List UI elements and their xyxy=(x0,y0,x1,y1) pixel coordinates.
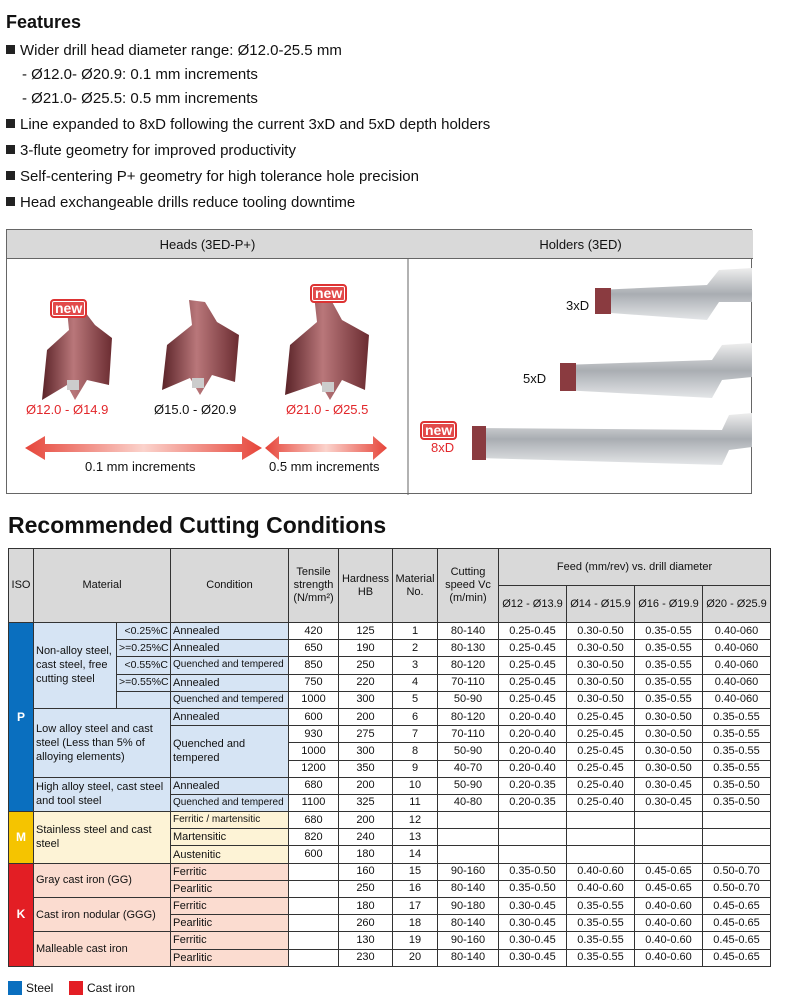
feed-d4: 0.45-0.65 xyxy=(703,949,771,966)
hardness: 260 xyxy=(339,915,393,932)
increment-label: 0.5 mm increments xyxy=(269,459,380,474)
material-no: 1 xyxy=(393,623,438,640)
material-no: 7 xyxy=(393,726,438,743)
feed-d4: 0.35-0.55 xyxy=(703,726,771,743)
features-heading: Features xyxy=(6,12,82,32)
condition: Austenitic xyxy=(171,846,289,863)
feature-item xyxy=(6,194,355,211)
feed-d3: 0.40-0.60 xyxy=(635,932,703,949)
feature-text: Line expanded to 8xD following the current 3xD and 5xD depth holders xyxy=(20,116,491,133)
condition: Pearlitic xyxy=(171,949,289,966)
material-no: 6 xyxy=(393,708,438,725)
header-diameter: Ø20 - Ø25.9 xyxy=(703,586,771,623)
hardness: 350 xyxy=(339,760,393,777)
table-row xyxy=(9,898,771,915)
hardness: 160 xyxy=(339,863,393,880)
hardness: 190 xyxy=(339,640,393,657)
material-name: Cast iron nodular (GGG) xyxy=(34,898,171,932)
hardness: 230 xyxy=(339,949,393,966)
holder-8xd-image xyxy=(472,413,752,465)
feed-d2: 0.30-0.50 xyxy=(567,623,635,640)
material-no: 4 xyxy=(393,674,438,691)
feature-item xyxy=(6,142,296,159)
tensile: 850 xyxy=(289,657,339,674)
hardness: 200 xyxy=(339,708,393,725)
cutting-speed: 70-110 xyxy=(438,674,499,691)
feed-d1: 0.30-0.45 xyxy=(499,932,567,949)
feed-d2: 0.25-0.40 xyxy=(567,777,635,794)
hardness: 250 xyxy=(339,657,393,674)
new-badge: new xyxy=(420,421,457,440)
feed-d4: 0.40-060 xyxy=(703,674,771,691)
feed-d3: 0.30-0.45 xyxy=(635,777,703,794)
material-no: 13 xyxy=(393,829,438,846)
holder-label: 3xD xyxy=(566,298,590,313)
hardness: 300 xyxy=(339,743,393,760)
hardness: 180 xyxy=(339,898,393,915)
new-badge: new xyxy=(50,299,87,318)
feed-d3: 0.40-0.60 xyxy=(635,915,703,932)
table-row xyxy=(9,691,771,708)
hardness: 250 xyxy=(339,880,393,897)
material-name: High alloy steel, cast steel and tool steel xyxy=(34,777,171,811)
cutting-speed xyxy=(438,829,499,846)
feed-d4 xyxy=(703,829,771,846)
feed-d4: 0.40-060 xyxy=(703,691,771,708)
feed-d4: 0.40-060 xyxy=(703,623,771,640)
table-row xyxy=(9,657,771,674)
material-name: Non-alloy steel, cast steel, free cutting steel xyxy=(34,623,117,709)
feed-d4: 0.50-0.70 xyxy=(703,863,771,880)
holder-3xd-image xyxy=(595,268,752,320)
feed-d2: 0.25-0.40 xyxy=(567,794,635,811)
cast-iron-swatch xyxy=(69,981,83,995)
header-diameter: Ø16 - Ø19.9 xyxy=(635,586,703,623)
cutting-speed: 90-160 xyxy=(438,863,499,880)
tensile xyxy=(289,863,339,880)
feed-d1: 0.25-0.45 xyxy=(499,691,567,708)
drill-head-image xyxy=(285,295,369,400)
feed-d1: 0.30-0.45 xyxy=(499,915,567,932)
cutting-speed: 80-140 xyxy=(438,880,499,897)
feed-d3: 0.35-0.55 xyxy=(635,640,703,657)
feed-d1: 0.20-0.35 xyxy=(499,777,567,794)
tensile: 820 xyxy=(289,829,339,846)
feed-d4: 0.35-0.50 xyxy=(703,777,771,794)
header-material: Material xyxy=(34,549,171,623)
carbon-content: >=0.25%C xyxy=(117,640,171,657)
legend-label: Cast iron xyxy=(87,981,136,995)
feature-item xyxy=(6,116,490,133)
table-row xyxy=(9,863,771,880)
bullet-icon xyxy=(6,171,15,180)
condition: Annealed xyxy=(171,708,289,725)
tensile: 930 xyxy=(289,726,339,743)
feed-d1: 0.35-0.50 xyxy=(499,880,567,897)
material-no: 5 xyxy=(393,691,438,708)
feed-d2 xyxy=(567,846,635,863)
material-name: Low alloy steel and cast steel (Less than 5% of alloying elements) xyxy=(34,708,171,777)
feed-d1: 0.30-0.45 xyxy=(499,949,567,966)
drill-head-image xyxy=(42,308,112,400)
table-row xyxy=(9,777,771,794)
condition: Quenched and tempered xyxy=(171,691,289,708)
condition: Pearlitic xyxy=(171,880,289,897)
feed-d3: 0.30-0.50 xyxy=(635,708,703,725)
feed-d1: 0.30-0.45 xyxy=(499,898,567,915)
cutting-speed: 50-90 xyxy=(438,777,499,794)
material-no: 2 xyxy=(393,640,438,657)
material-no: 8 xyxy=(393,743,438,760)
carbon-content: <0.55%C xyxy=(117,657,171,674)
feed-d2: 0.25-0.45 xyxy=(567,708,635,725)
feed-d4: 0.35-0.55 xyxy=(703,708,771,725)
cutting-speed: 50-90 xyxy=(438,743,499,760)
cutting-speed xyxy=(438,846,499,863)
legend-steel xyxy=(8,981,53,995)
feed-d1: 0.25-0.45 xyxy=(499,623,567,640)
condition: Ferritic xyxy=(171,863,289,880)
material-no: 9 xyxy=(393,760,438,777)
feed-d2: 0.30-0.50 xyxy=(567,640,635,657)
material-no: 3 xyxy=(393,657,438,674)
condition: Quenched and tempered xyxy=(171,657,289,674)
iso-group-P: P xyxy=(9,623,34,812)
feed-d2: 0.35-0.55 xyxy=(567,949,635,966)
feed-d1: 0.25-0.45 xyxy=(499,640,567,657)
holder-label: 5xD xyxy=(523,371,547,386)
condition: Annealed xyxy=(171,623,289,640)
feed-d2: 0.40-0.60 xyxy=(567,863,635,880)
bullet-icon xyxy=(6,197,15,206)
condition: Annealed xyxy=(171,777,289,794)
material-no: 15 xyxy=(393,863,438,880)
feature-subitem: - Ø21.0- Ø25.5: 0.5 mm increments xyxy=(22,90,258,107)
condition: Quenched and tempered xyxy=(171,794,289,811)
table-row xyxy=(9,932,771,949)
hardness: 275 xyxy=(339,726,393,743)
tensile: 1200 xyxy=(289,760,339,777)
carbon-content xyxy=(117,691,171,708)
hardness: 125 xyxy=(339,623,393,640)
material-no: 12 xyxy=(393,812,438,829)
condition: Pearlitic xyxy=(171,915,289,932)
bullet-icon xyxy=(6,119,15,128)
carbon-content: >=0.55%C xyxy=(117,674,171,691)
tensile xyxy=(289,932,339,949)
cutting-conditions-title: Recommended Cutting Conditions xyxy=(8,512,387,538)
bullet-icon xyxy=(6,145,15,154)
feed-d1: 0.20-0.40 xyxy=(499,708,567,725)
tensile: 420 xyxy=(289,623,339,640)
hardness: 300 xyxy=(339,691,393,708)
material-name: Stainless steel and cast steel xyxy=(34,812,171,864)
condition: Ferritic xyxy=(171,898,289,915)
feed-d1: 0.25-0.45 xyxy=(499,674,567,691)
feed-d4: 0.40-060 xyxy=(703,640,771,657)
drill-head-image xyxy=(162,300,239,395)
feature-text: Self-centering P+ geometry for high tolerance hole precision xyxy=(20,168,419,185)
condition: Annealed xyxy=(171,640,289,657)
feed-d3 xyxy=(635,846,703,863)
feed-d4: 0.45-0.65 xyxy=(703,898,771,915)
header-material-no: Material No. xyxy=(393,549,438,623)
feed-d4: 0.35-0.55 xyxy=(703,743,771,760)
bullet-icon xyxy=(6,45,15,54)
header-tensile: Tensile strength (N/mm²) xyxy=(289,549,339,623)
hardness: 200 xyxy=(339,777,393,794)
feed-d3 xyxy=(635,812,703,829)
hardness: 325 xyxy=(339,794,393,811)
table-row xyxy=(9,640,771,657)
header-cutting-speed: Cutting speed Vc (m/min) xyxy=(438,549,499,623)
material-name: Malleable cast iron xyxy=(34,932,171,966)
feed-d1: 0.20-0.40 xyxy=(499,743,567,760)
cutting-speed: 80-130 xyxy=(438,640,499,657)
tensile: 650 xyxy=(289,640,339,657)
feed-d4: 0.50-0.70 xyxy=(703,880,771,897)
feed-d3 xyxy=(635,829,703,846)
increment-label: 0.1 mm increments xyxy=(85,459,196,474)
feed-d4: 0.45-0.65 xyxy=(703,932,771,949)
arrow-01mm xyxy=(25,436,262,460)
material-no: 19 xyxy=(393,932,438,949)
holder-5xd-image xyxy=(560,343,752,398)
feed-d4 xyxy=(703,812,771,829)
cutting-speed: 70-110 xyxy=(438,726,499,743)
tensile: 1000 xyxy=(289,691,339,708)
feature-subitem: - Ø12.0- Ø20.9: 0.1 mm increments xyxy=(22,66,258,83)
carbon-content: <0.25%C xyxy=(117,623,171,640)
feed-d2: 0.25-0.45 xyxy=(567,743,635,760)
tensile xyxy=(289,915,339,932)
cutting-speed: 40-80 xyxy=(438,794,499,811)
feed-d4: 0.35-0.55 xyxy=(703,760,771,777)
header-diameter: Ø12 - Ø13.9 xyxy=(499,586,567,623)
tensile xyxy=(289,898,339,915)
feed-d3: 0.40-0.60 xyxy=(635,898,703,915)
cutting-speed: 90-160 xyxy=(438,932,499,949)
cutting-speed: 50-90 xyxy=(438,691,499,708)
iso-group-K: K xyxy=(9,863,34,966)
cutting-speed: 80-120 xyxy=(438,708,499,725)
feed-d2: 0.35-0.55 xyxy=(567,915,635,932)
feed-d1 xyxy=(499,812,567,829)
feed-d3: 0.30-0.50 xyxy=(635,743,703,760)
feed-d4: 0.45-0.65 xyxy=(703,915,771,932)
feature-item xyxy=(6,168,419,185)
table-row xyxy=(9,674,771,691)
legend-label: Steel xyxy=(26,981,54,995)
condition: Annealed xyxy=(171,674,289,691)
material-no: 17 xyxy=(393,898,438,915)
feed-d3: 0.30-0.45 xyxy=(635,794,703,811)
condition: Quenched and tempered xyxy=(171,726,289,778)
holders-title: Holders (3ED) xyxy=(408,230,753,259)
condition: Martensitic xyxy=(171,829,289,846)
feed-d2: 0.35-0.55 xyxy=(567,932,635,949)
header-iso: ISO xyxy=(9,549,34,623)
tensile: 600 xyxy=(289,708,339,725)
hardness: 220 xyxy=(339,674,393,691)
material-no: 18 xyxy=(393,915,438,932)
feed-d2: 0.35-0.55 xyxy=(567,898,635,915)
feed-d3: 0.35-0.55 xyxy=(635,674,703,691)
cutting-conditions-table xyxy=(8,548,771,967)
cutting-speed: 90-180 xyxy=(438,898,499,915)
tensile: 1000 xyxy=(289,743,339,760)
heads-title: Heads (3ED-P+) xyxy=(7,230,408,259)
feed-d4 xyxy=(703,846,771,863)
header-feed: Feed (mm/rev) vs. drill diameter xyxy=(499,549,771,586)
material-no: 16 xyxy=(393,880,438,897)
feed-d1: 0.20-0.35 xyxy=(499,794,567,811)
condition: Ferritic xyxy=(171,932,289,949)
cutting-speed: 80-140 xyxy=(438,623,499,640)
material-no: 11 xyxy=(393,794,438,811)
feed-d2: 0.25-0.45 xyxy=(567,760,635,777)
feed-d2: 0.40-0.60 xyxy=(567,880,635,897)
feed-d1: 0.35-0.50 xyxy=(499,863,567,880)
table-row xyxy=(9,708,771,725)
cutting-speed: 80-120 xyxy=(438,657,499,674)
material-no: 20 xyxy=(393,949,438,966)
head-range: Ø12.0 - Ø14.9 xyxy=(26,402,109,417)
cutting-speed: 80-140 xyxy=(438,915,499,932)
material-no: 10 xyxy=(393,777,438,794)
feed-d3: 0.30-0.50 xyxy=(635,726,703,743)
tensile: 680 xyxy=(289,812,339,829)
condition: Ferritic / martensitic xyxy=(171,812,289,829)
table-row xyxy=(9,812,771,829)
feed-d3: 0.45-0.65 xyxy=(635,863,703,880)
feed-d3: 0.40-0.60 xyxy=(635,949,703,966)
feed-d3: 0.35-0.55 xyxy=(635,623,703,640)
feed-d4: 0.35-0.50 xyxy=(703,794,771,811)
new-badge: new xyxy=(310,284,347,303)
feed-d2 xyxy=(567,812,635,829)
product-panel xyxy=(6,229,752,494)
tensile: 680 xyxy=(289,777,339,794)
cutting-speed: 80-140 xyxy=(438,949,499,966)
feed-d2: 0.30-0.50 xyxy=(567,657,635,674)
hardness: 180 xyxy=(339,846,393,863)
feed-d2: 0.25-0.45 xyxy=(567,726,635,743)
material-no: 14 xyxy=(393,846,438,863)
feed-d2 xyxy=(567,829,635,846)
feed-d1: 0.20-0.40 xyxy=(499,726,567,743)
feed-d4: 0.40-060 xyxy=(703,657,771,674)
feature-text: 3-flute geometry for improved productivity xyxy=(20,142,296,159)
feed-d2: 0.30-0.50 xyxy=(567,674,635,691)
tensile: 750 xyxy=(289,674,339,691)
material-name: Gray cast iron (GG) xyxy=(34,863,171,897)
feed-d1 xyxy=(499,846,567,863)
tensile xyxy=(289,949,339,966)
header-diameter: Ø14 - Ø15.9 xyxy=(567,586,635,623)
feed-d1 xyxy=(499,829,567,846)
feed-d2: 0.30-0.50 xyxy=(567,691,635,708)
arrow-05mm xyxy=(265,436,387,460)
steel-swatch xyxy=(8,981,22,995)
header-condition: Condition xyxy=(171,549,289,623)
table-row xyxy=(9,623,771,640)
legend-cast-iron xyxy=(69,981,135,995)
product-illustrations xyxy=(7,230,753,495)
hardness: 130 xyxy=(339,932,393,949)
feed-d1: 0.20-0.40 xyxy=(499,760,567,777)
feature-text: Head exchangeable drills reduce tooling downtime xyxy=(20,194,356,211)
feed-d3: 0.30-0.50 xyxy=(635,760,703,777)
tensile: 1100 xyxy=(289,794,339,811)
feature-text: Wider drill head diameter range: Ø12.0-25.5 mm xyxy=(20,42,342,59)
hardness: 200 xyxy=(339,812,393,829)
feed-d3: 0.35-0.55 xyxy=(635,657,703,674)
tensile xyxy=(289,880,339,897)
cutting-speed xyxy=(438,812,499,829)
feed-d3: 0.35-0.55 xyxy=(635,691,703,708)
head-range: Ø21.0 - Ø25.5 xyxy=(286,402,369,417)
feature-item xyxy=(6,42,342,59)
header-hardness: Hardness HB xyxy=(339,549,393,623)
feed-d1: 0.25-0.45 xyxy=(499,657,567,674)
cutting-speed: 40-70 xyxy=(438,760,499,777)
feed-d3: 0.45-0.65 xyxy=(635,880,703,897)
iso-group-M: M xyxy=(9,812,34,864)
holder-label: 8xD xyxy=(431,440,455,455)
tensile: 600 xyxy=(289,846,339,863)
head-range: Ø15.0 - Ø20.9 xyxy=(154,402,237,417)
hardness: 240 xyxy=(339,829,393,846)
